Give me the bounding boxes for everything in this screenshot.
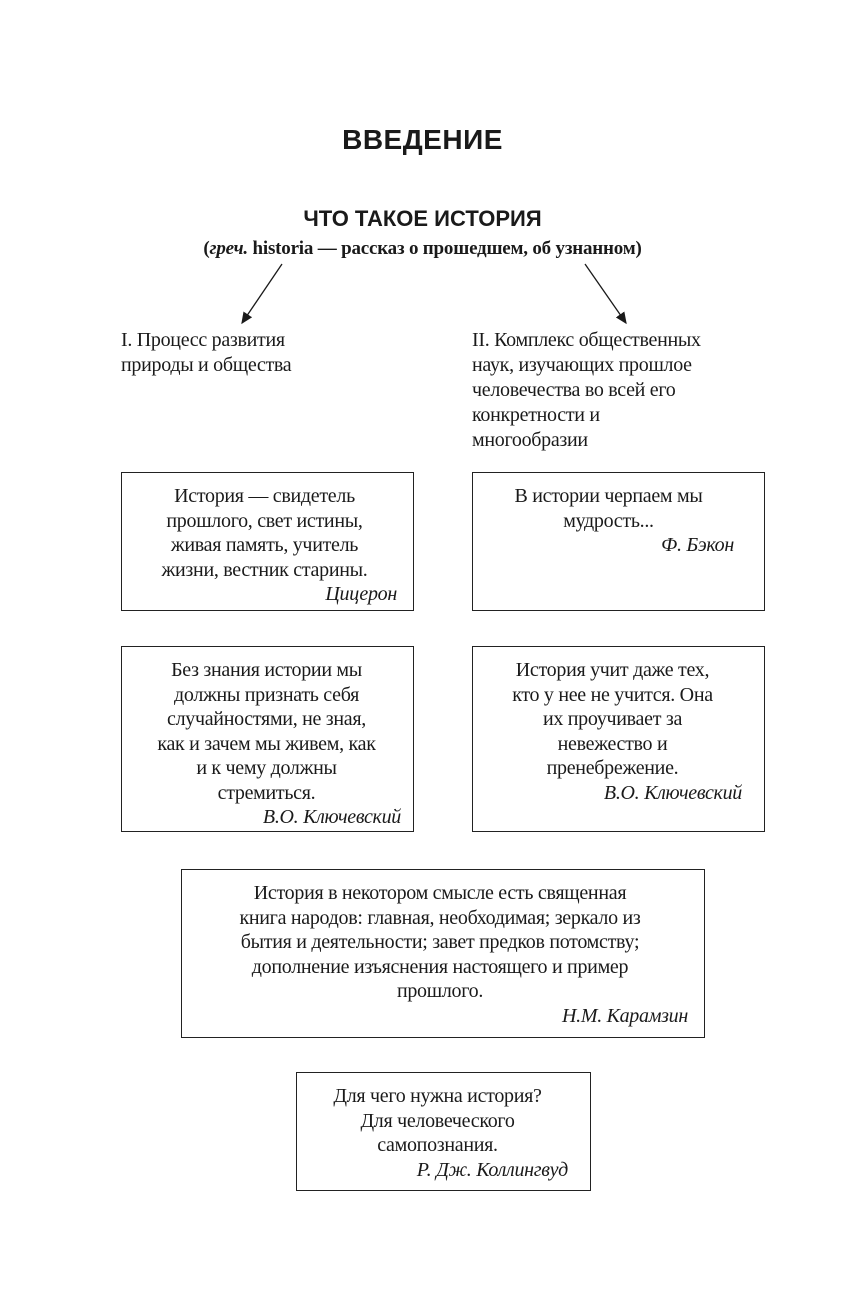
quote-box [121,472,414,611]
quote-box [472,646,765,832]
quote-line: История в некотором смысле есть священная [253,882,627,904]
quote-box [121,646,414,832]
quote-line: случайностями, не зная, [167,708,366,730]
etymology-text: historia — рассказ о прошедшем, об узнанном) [247,238,642,259]
quote-line: кто у нее не учится. Она [512,683,713,706]
lang-abbrev: греч. [209,238,248,259]
quote-box [181,869,705,1038]
quote-line: Для чего нужна история? [333,1085,542,1107]
quote-line: живая память, учитель [170,534,359,556]
text-line: многообразии [472,429,588,451]
quote-line: книга народов: главная, необходимая; зеркало из [239,906,641,929]
quote-line: Для человеческого [360,1109,515,1132]
quote-line: бытия и деятельности; завет предков потомству; [240,931,640,953]
page-title: ВВЕДЕНИЕ [342,124,503,155]
quote-author: Цицерон [325,583,397,605]
quote-line: жизни, вестник старины. [161,558,368,581]
quote-line: Без знания истории мы [171,659,362,681]
quote-line: их проучивает за [542,708,683,730]
quote-line: прошлого, свет истины, [166,509,363,532]
quote-line: мудрость... [563,509,654,532]
quote-line: невежество и [557,732,668,755]
branch-1 [121,328,291,378]
quote-line: пренебрежение. [546,757,679,779]
arrows [0,0,845,340]
quote-author: Ф. Бэкон [661,534,734,556]
text-line: конкретности и [472,404,600,426]
text-line: природы и общества [121,354,292,376]
quote-author: Р. Дж. Коллингвуд [416,1158,568,1181]
quote-line: самопознания. [377,1134,498,1156]
quote-line: В истории черпаем мы [514,485,703,507]
quote-line: прошлого. [396,980,484,1002]
arrow-left-icon [242,264,282,323]
quote-line: стремиться. [217,781,316,804]
quote-line: должны признать себя [174,683,359,706]
quote-author: В.О. Ключевский [603,781,742,804]
quote-box [472,472,765,611]
text-line: II. Комплекс общественных [472,329,701,351]
quote-line: История — свидетель [174,485,355,507]
quote-author: Н.М. Карамзин [562,1004,688,1027]
quote-line: дополнение изъяснения настоящего и пример [251,955,629,978]
text-line: человечества во всей его [472,379,676,401]
branch-2 [472,328,701,453]
quote-author: В.О. Ключевский [262,806,401,828]
text-line: наук, изучающих прошлое [472,354,692,376]
section-title: ЧТО ТАКОЕ ИСТОРИЯ [303,206,542,231]
quote-box [296,1072,591,1191]
quote-line: как и зачем мы живем, как [157,732,376,755]
quote-line: История учит даже тех, [515,659,710,681]
paren: ( [203,238,210,259]
quote-line: и к чему должны [196,757,337,779]
arrow-right-icon [585,264,626,323]
text-line: I. Процесс развития [121,329,285,351]
